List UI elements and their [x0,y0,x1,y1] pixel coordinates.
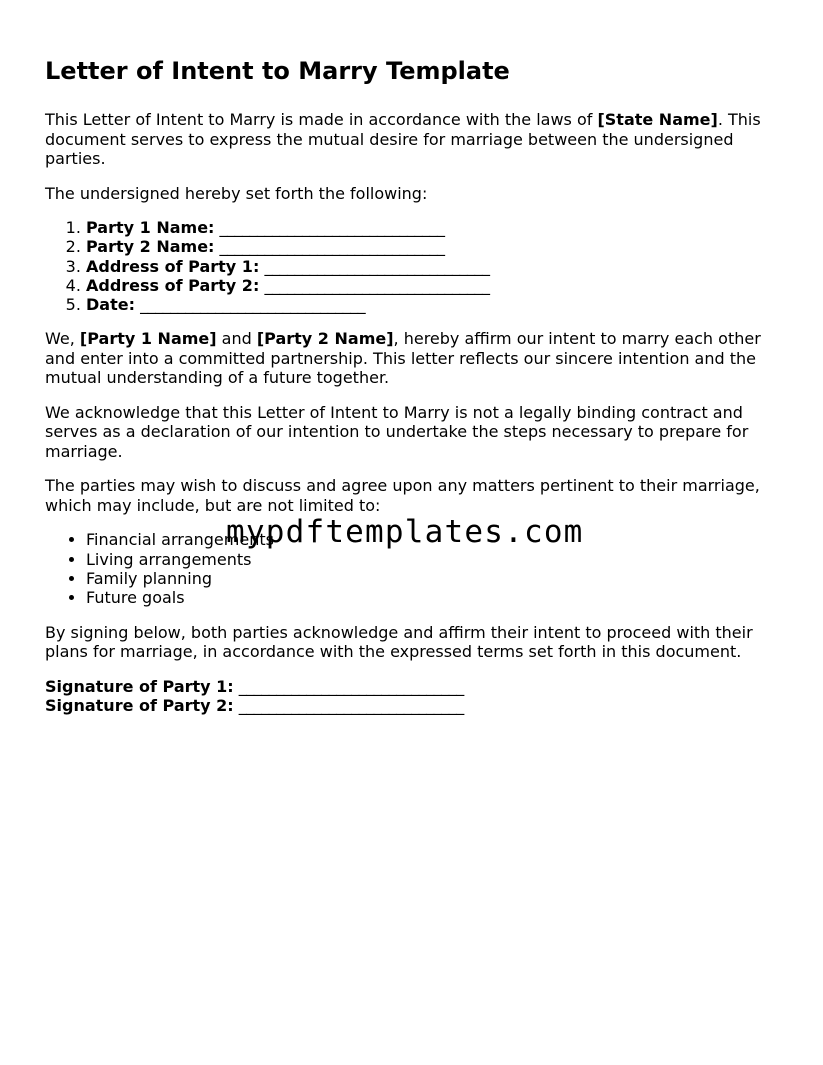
party-1-placeholder: [Party 1 Name] [79,329,217,349]
setforth-paragraph: The undersigned hereby set forth the following: [45,183,428,203]
affirm-text: We, [45,329,80,349]
discuss-paragraph: The parties may wish to discuss and agree upon any matters pertinent to their marriage, which may include, but are not limited to: [45,476,760,515]
watermark: mypdftemplates.com [226,514,584,550]
field-label: Date: [86,295,135,315]
party-2-placeholder: [Party 2 Name] [256,329,394,349]
intro-paragraph [45,110,785,169]
signature-label: Signature of Party 1: [45,676,234,696]
affirm-paragraph [45,329,785,388]
affirm-text: , hereby affirm our intent to marry each other and enter into a committed partnership. This letter reflects our sincere intention and the mutual understanding of a future together. [45,329,761,388]
field-label: Address of Party 2: [86,275,260,295]
blank-line: ______________________________ [264,275,490,295]
blank-line: ______________________________ [219,237,445,257]
intro-text-post: . This document serves to express the mutual desire for marriage between the undersigned parties. [45,110,761,168]
intro-text-pre: This Letter of Intent to Marry is made in accordance with the laws of [45,110,598,129]
list-item: • Financial arrangements [86,530,785,549]
field-date [86,295,785,314]
list-item: • Family planning [86,569,785,588]
field-address-party-1 [86,257,785,276]
field-label: Address of Party 1: [86,256,260,276]
list-item: • Living arrangements [86,550,785,569]
acknowledge-paragraph: We acknowledge that this Letter of Intent to Marry is not a legally binding contract and serves as a declaration of our intention to undertake the steps necessary to prepare for marriage. [45,402,749,461]
signature-label: Signature of Party 2: [45,696,234,716]
party-fields-list [45,218,785,314]
field-party-1-name [86,218,785,237]
field-address-party-2 [86,276,785,295]
signature-party-2 [45,696,785,716]
field-label: Party 2 Name: [86,237,215,257]
blank-line: ______________________________ [219,218,445,237]
field-label: Party 1 Name: [86,218,215,237]
state-name-placeholder: [State Name] [597,110,718,129]
document [45,56,785,716]
list-item: • Future goals [86,588,785,607]
blank-line: ______________________________ [140,295,366,315]
signature-party-1 [45,677,785,697]
field-party-2-name [86,237,785,256]
blank-line: ______________________________ [238,676,464,696]
blank-line: ______________________________ [238,696,464,716]
document-title: Letter of Intent to Marry Template [45,57,510,85]
affirm-text: and [216,329,257,349]
blank-line: ______________________________ [264,256,490,276]
signing-paragraph: By signing below, both parties acknowledge and affirm their intent to proceed with their plans for marriage, in accordance with the expressed terms set forth in this document. [45,622,753,662]
